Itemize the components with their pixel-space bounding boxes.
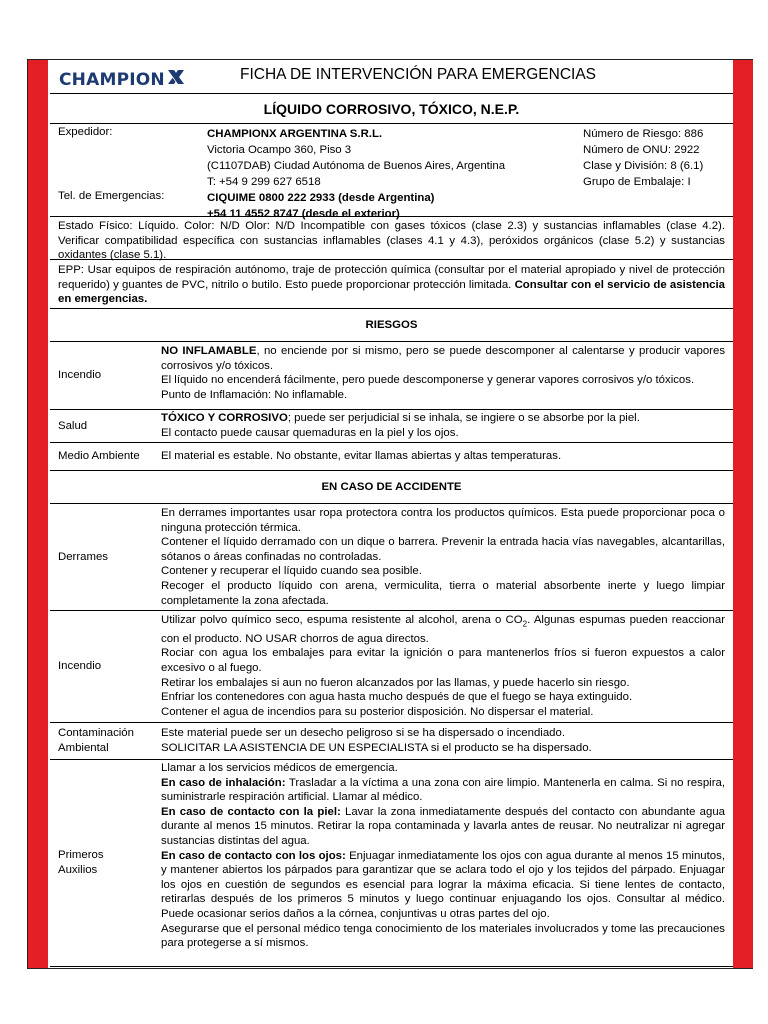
riesgo-incendio-label: Incendio	[58, 369, 102, 382]
riesgo-salud-text-1: ; puede ser perjudicial si se inhala, se ingiere o se absorbe por la piel.	[287, 412, 640, 424]
header	[50, 60, 733, 94]
clase-division: Clase y División: 8 (6.1)	[583, 160, 704, 172]
auxilios-text-2: Trasladar a la víctima a una zona con aire limpio. Mantenerla en calma. Si no respira, suministrarle respiración artificial. Llamar al médico.	[161, 776, 725, 804]
riesgo-salud-label: Salud	[58, 419, 88, 432]
auxilios-text-1: Llamar a los servicios médicos de emergencia.	[161, 762, 398, 774]
auxilios-content	[153, 760, 733, 966]
riesgo-medio-row	[50, 443, 733, 471]
derrames-text-2: Contener el líquido derramado con un dique o barrera. Prevenir la entrada hacia vías navegables, alcantarillas, sótanos o áreas confinadas no controladas.	[161, 536, 725, 563]
document-title: FICHA DE INTERVENCIÓN PARA EMERGENCIAS	[240, 66, 596, 83]
estado-fisico: Estado Físico: Líquido. Color: N/D Olor: N/D Incompatible con gases tóxicos (clase 2.3) y sustancias inflamables (clase 4.2). Verificar compatibilidad específica con sustancias inflamables (clases 4.1 y 4.3), peróxidos orgánicos (clase 5.2) y sustancias oxidantes (clase 5.1).	[50, 217, 733, 260]
accidente-incendio-content	[153, 611, 733, 722]
incendio-text-2: Rociar con agua los embalajes para evitar la ignición o para mantenerlos fríos si fueron expuestos a calor excesivo o al fuego.	[161, 647, 725, 675]
incendio-text-4: Enfriar los contenedores con agua hasta mucho después de que el fuego se haya extinguido.	[161, 691, 633, 704]
incendio-text-1a: Utilizar polvo químico seco, espuma resistente al alcohol, arena o CO	[161, 614, 523, 626]
company-name: CHAMPIONX ARGENTINA S.R.L.	[207, 128, 383, 140]
riesgo-number: Número de Riesgo: 886	[583, 128, 704, 140]
contaminacion-text-2: SOLICITAR LA ASISTENCIA DE UN ESPECIALISTA si el producto se ha dispersado.	[161, 741, 592, 754]
contaminacion-text-1: Este material puede ser un desecho peligroso si se ha dispersado o incendiado.	[161, 727, 565, 739]
shipper-label: Expedidor:	[58, 126, 113, 138]
emergency-phone-2: +54 11 4552 8747 (desde el exterior)	[207, 208, 400, 220]
riesgos-title: RIESGOS	[50, 309, 733, 342]
logo-text: CHAMPION	[59, 69, 165, 90]
derrames-text-1: En derrames importantes usar ropa protectora contra los productos químicos. Esta puede proporcionar poca o ninguna protección térmica.	[161, 507, 725, 534]
derrames-label: Derrames	[58, 550, 109, 563]
auxilios-label-1: Primeros	[58, 849, 104, 862]
product-title: LÍQUIDO CORROSIVO, TÓXICO, N.E.P.	[50, 94, 733, 124]
incendio-text-5: Contener el agua de incendios para su posterior disposición. No dispersar el material.	[161, 705, 594, 718]
emergency-label: Tel. de Emergencias:	[58, 190, 165, 202]
left-red-bar	[28, 60, 48, 968]
riesgo-medio-label: Medio Ambiente	[58, 450, 140, 463]
riesgo-salud-row	[50, 410, 733, 443]
riesgo-salud-text-2: El contacto puede causar quemaduras en la piel y los ojos.	[161, 426, 459, 439]
toxico-corrosivo: TÓXICO Y CORROSIVO	[161, 412, 288, 424]
grupo-embalaje: Grupo de Embalaje: I	[583, 176, 691, 188]
riesgo-incendio-text-3: Punto de Inflamación: No inflamable.	[161, 388, 348, 401]
document-content	[50, 60, 733, 967]
contaminacion-row	[50, 723, 733, 760]
auxilios-text-5: Asegurarse que el personal médico tenga conocimiento de los materiales involucrados y tome las precauciones para protegerse a sí mismos.	[161, 922, 725, 950]
address-line-2: (C1107DAB) Ciudad Autónoma de Buenos Aires, Argentina	[207, 160, 506, 172]
riesgo-incendio-content	[153, 342, 733, 409]
auxilios-text-3: Lavar la zona inmediatamente después del contacto con abundante agua durante al menos 15 minutos. Retirar la ropa contaminada y lavarla antes de reusar. No neutralizar ni agregar sustancias distintas del agua.	[161, 805, 725, 847]
accidente-incendio-label: Incendio	[58, 660, 102, 673]
auxilios-label	[50, 760, 153, 966]
co2-subscript: 2	[522, 619, 528, 629]
primeros-auxilios-row	[50, 760, 733, 967]
derrames-content	[153, 504, 733, 610]
incendio-text-3: Retirar los embalajes si aun no fueron alcanzados por las llamas, y puede hacerlo sin riesgo.	[161, 676, 630, 689]
contaminacion-content	[153, 723, 733, 759]
epp-bold: Consultar con el servicio de asistencia en emergencias.	[58, 278, 725, 306]
accidente-incendio-row	[50, 611, 733, 723]
no-inflamable: NO INFLAMABLE	[161, 345, 257, 357]
derrames-row	[50, 504, 733, 611]
right-red-bar	[733, 60, 753, 968]
riesgo-incendio-text-1: , no enciende por si mismo, pero se puede descomponer al calentarse y producir vapores corrosivos y/o tóxicos.	[161, 345, 726, 372]
shipper-section	[50, 124, 733, 220]
derrames-text-4: Recoger el producto líquido con arena, vermiculita, tierra o material absorbente inerte y luego limpiar completamente la zona afectada.	[161, 579, 725, 607]
championx-logo	[59, 69, 186, 90]
incendio-text-1b: . Algunas espumas pueden reaccionar con el producto. NO USAR chorros de agua directos.	[161, 614, 725, 645]
ojos-heading: En caso de contacto con los ojos:	[161, 849, 346, 862]
piel-heading: En caso de contacto con la piel:	[161, 805, 341, 818]
shipper-details	[207, 126, 505, 222]
auxilios-text-4: Enjuagar inmediatamente los ojos con agua durante al menos 15 minutos, y mantener abiertos los párpados para garantizar que se aclara todo el ojo y los tejidos del párpado. Enjuagar los ojos en cuestión de segundos es esencial para lograr la máxima eficacia. Si tiene lentes de contacto, retirarlas después de los primeros 5 minutos y luego continuar enjuagando los ojos. Consultar al médico. Puede ocasionar serios daños a la córnea, conjuntivas u otras partes del ojo.	[161, 849, 725, 920]
phone: T: +54 9 299 627 6518	[207, 176, 321, 188]
emergency-phone-1: CIQUIME 0800 222 2933 (desde Argentina)	[207, 192, 435, 204]
contaminacion-label-1: Contaminación	[58, 727, 134, 740]
derrames-text-3: Contener y recuperar el líquido cuando sea posible.	[161, 565, 422, 578]
onu-number: Número de ONU: 2922	[583, 144, 700, 156]
classification	[583, 126, 703, 190]
inhalacion-heading: En caso de inhalación:	[161, 776, 286, 789]
auxilios-label-2: Auxilios	[58, 864, 98, 876]
contaminacion-label-2: Ambiental	[58, 742, 109, 754]
contaminacion-label	[50, 723, 153, 759]
riesgo-salud-content	[153, 410, 733, 442]
riesgo-incendio-row	[50, 342, 733, 410]
address-line-1: Victoria Ocampo 360, Piso 3	[207, 144, 352, 156]
epp-section	[50, 260, 733, 309]
riesgo-incendio-text-2: El líquido no encenderá fácilmente, pero puede descomponerse y generar vapores corrosivos y/o tóxicos.	[161, 374, 695, 387]
accidente-title: EN CASO DE ACCIDENTE	[50, 471, 733, 504]
epp-text: EPP: Usar equipos de respiración autónomo, traje de protección química (consultar por el material apropiado y nivel de protección requerido) y guantes de PVC, nitrilo o butilo. Esto puede proporcionar protección limitada.	[58, 264, 725, 291]
riesgo-medio-text: El material es estable. No obstante, evitar llamas abiertas y altas temperaturas.	[161, 450, 562, 463]
logo-x-icon	[166, 69, 186, 90]
